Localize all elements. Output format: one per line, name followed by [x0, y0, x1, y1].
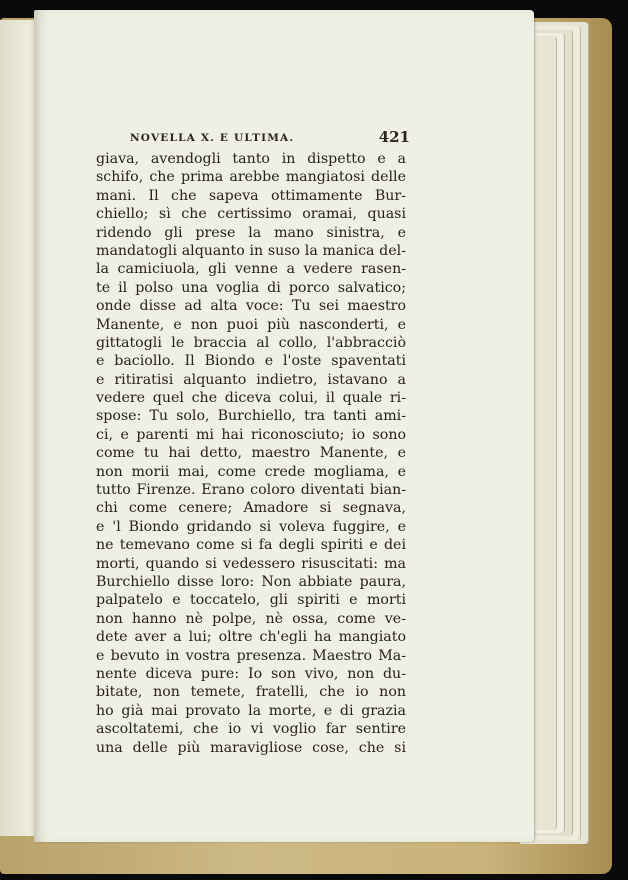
text-line: non hanno nè polpe, nè ossa, come ve-: [96, 610, 406, 627]
text-line: te il polso una voglia di porco salvatico;: [96, 279, 406, 296]
text-line: ascoltatemi, che io vi voglio far sentire: [96, 721, 406, 738]
text-line: onde disse ad alta voce: Tu sei maestro: [96, 298, 406, 315]
text-line: chiello; sì che certissimo oramai, quasi: [96, 206, 406, 223]
page-header: [130, 128, 410, 150]
text-line: bitate, non temete, fratelli, che io non: [96, 684, 406, 701]
text-line: Burchiello disse loro: Non abbiate paura,: [96, 573, 406, 590]
text-line: ci, e parenti mi hai riconosciuto; io sono: [96, 426, 406, 443]
text-line: vedere quel che diceva colui, il quale ri-: [96, 390, 406, 407]
text-line: nente diceva pure: Io son vivo, non du-: [96, 665, 406, 682]
book-page: [34, 10, 534, 842]
text-line: dete aver a lui; oltre ch'egli ha mangiato: [96, 629, 406, 646]
text-line: giava, avendogli tanto in dispetto e a: [96, 151, 406, 167]
text-line: chi come cenere; Amadore si segnava,: [96, 500, 406, 517]
text-line: Manente, e non puoi più nasconderti, e: [96, 316, 406, 333]
text-line: e baciollo. Il Biondo e l'oste spaventati: [96, 353, 406, 370]
text-line: e 'l Biondo gridando si voleva fuggire, e: [96, 518, 406, 535]
text-line: mani. Il che sapeva ottimamente Bur-: [96, 187, 406, 204]
text-line: non morii mai, come crede mogliama, e: [96, 463, 406, 480]
text-line: la camiciuola, gli venne a vedere rasen-: [96, 261, 406, 278]
text-line: ridendo gli prese la mano sinistra, e: [96, 224, 406, 241]
text-line: tutto Firenze. Erano coloro diventati bian-: [96, 482, 406, 499]
text-line: e ritiratisi alquanto indietro, istavano a: [96, 371, 406, 388]
text-line: e bevuto in vostra presenza. Maestro Ma-: [96, 647, 406, 664]
text-line: come tu hai detto, maestro Manente, e: [96, 445, 406, 462]
text-line: mandatogli alquanto in suso la manica del-: [96, 242, 406, 259]
text-line: morti, quando si vedessero risuscitati: ma: [96, 555, 406, 572]
text-line: ne temevano come si fa degli spiriti e dei: [96, 537, 406, 554]
running-head: NOVELLA X. E ULTIMA.: [130, 132, 295, 144]
text-line: gittatogli le braccia al collo, l'abbracciò: [96, 334, 406, 351]
text-line: schifo, che prima arebbe mangiatosi delle: [96, 169, 406, 186]
page-number: 421: [378, 128, 410, 146]
text-line: spose: Tu solo, Burchiello, tra tanti ami-: [96, 408, 406, 425]
text-line: ho già mai provato la morte, e di grazia: [96, 702, 406, 719]
body-text: [96, 150, 406, 757]
text-line: una delle più maravigliose cose, che si: [96, 739, 406, 756]
text-line: palpatelo e toccatelo, gli spiriti e morti: [96, 592, 406, 609]
